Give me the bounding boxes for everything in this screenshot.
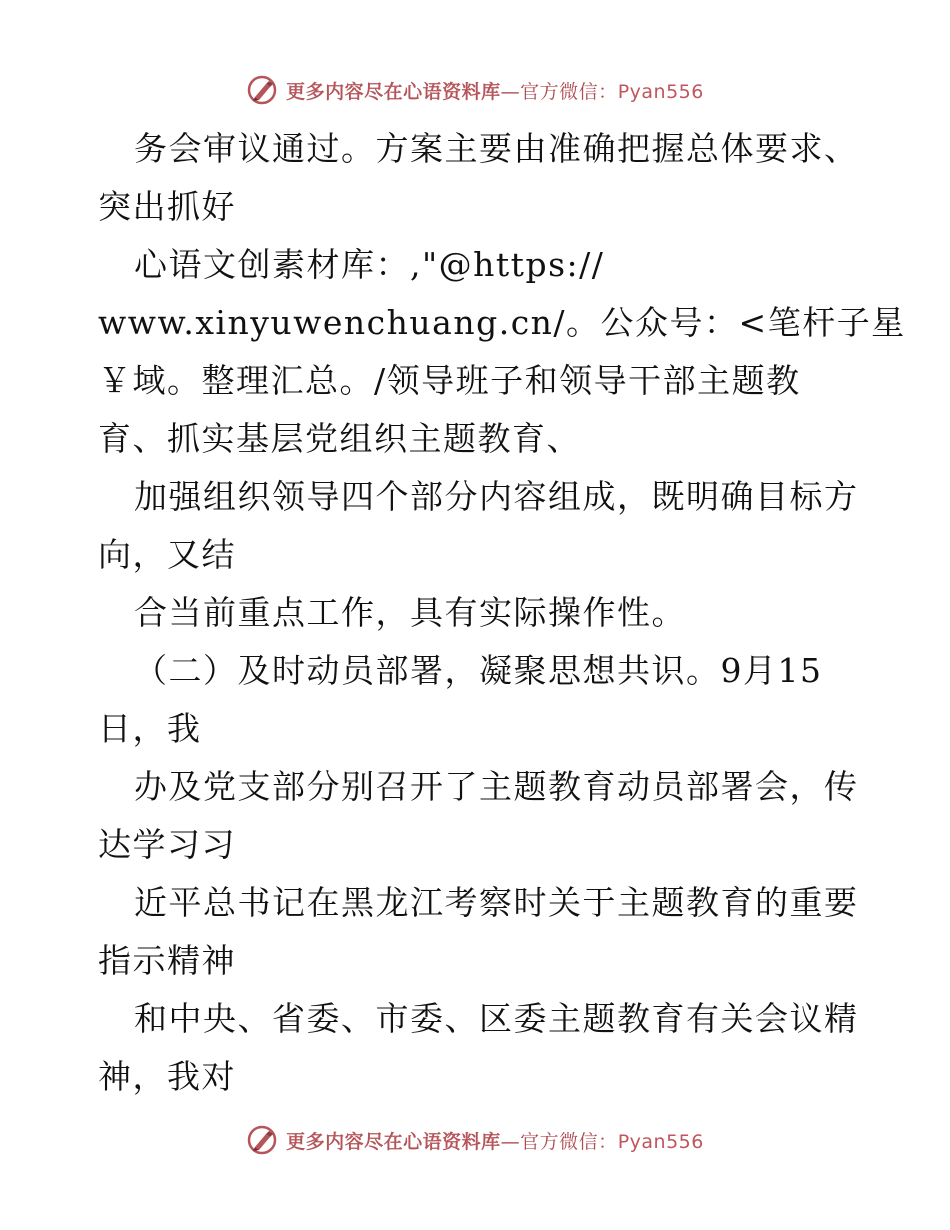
header-text: [286, 77, 704, 104]
header-banner: [0, 70, 950, 110]
footer-brand: 更多内容尽在心语资料库: [286, 1130, 501, 1153]
footer-dash: —: [500, 1130, 521, 1153]
body-line: 合当前重点工作，具有实际操作性。: [134, 593, 686, 632]
footer-banner: [0, 1120, 950, 1160]
body-line: ￥域。整理汇总。/领导班子和领导干部主题教: [98, 361, 801, 400]
body-line: 育、抓实基层党组织主题教育、: [98, 419, 581, 458]
body-line: 神，我对: [98, 1057, 236, 1096]
body-line: 心语文创素材库：,"@https://: [134, 245, 605, 284]
document-body: [98, 120, 906, 1106]
body-line: 达学习习: [98, 825, 236, 864]
body-line: 日，我: [98, 709, 202, 748]
body-line: 务会审议通过。方案主要由准确把握总体要求、: [134, 129, 859, 168]
body-line: 近平总书记在黑龙江考察时关于主题教育的重要: [134, 883, 859, 922]
footer-text: [286, 1127, 704, 1154]
body-line: 和中央、省委、市委、区委主题教育有关会议精: [134, 999, 859, 1038]
body-line: 加强组织领导四个部分内容组成，既明确目标方: [134, 477, 859, 516]
pen-logo-icon: [246, 74, 278, 106]
body-line: （二）及时动员部署，凝聚思想共识。9月15: [134, 651, 823, 690]
header-dash: —: [500, 80, 521, 103]
header-wechat-id: Pyan556: [617, 80, 704, 103]
footer-wechat-label: 官方微信：: [520, 1130, 618, 1153]
body-line: 突出抓好: [98, 187, 236, 226]
body-line: 办及党支部分别召开了主题教育动员部署会，传: [134, 767, 859, 806]
body-line: 指示精神: [98, 941, 236, 980]
footer-wechat-id: Pyan556: [617, 1130, 704, 1153]
header-wechat-label: 官方微信：: [520, 80, 618, 103]
header-brand: 更多内容尽在心语资料库: [286, 80, 501, 103]
body-line: www.xinyuwenchuang.cn/。公众号：<笔杆子星: [98, 303, 906, 342]
pen-logo-icon: [246, 1124, 278, 1156]
body-line: 向，又结: [98, 535, 236, 574]
